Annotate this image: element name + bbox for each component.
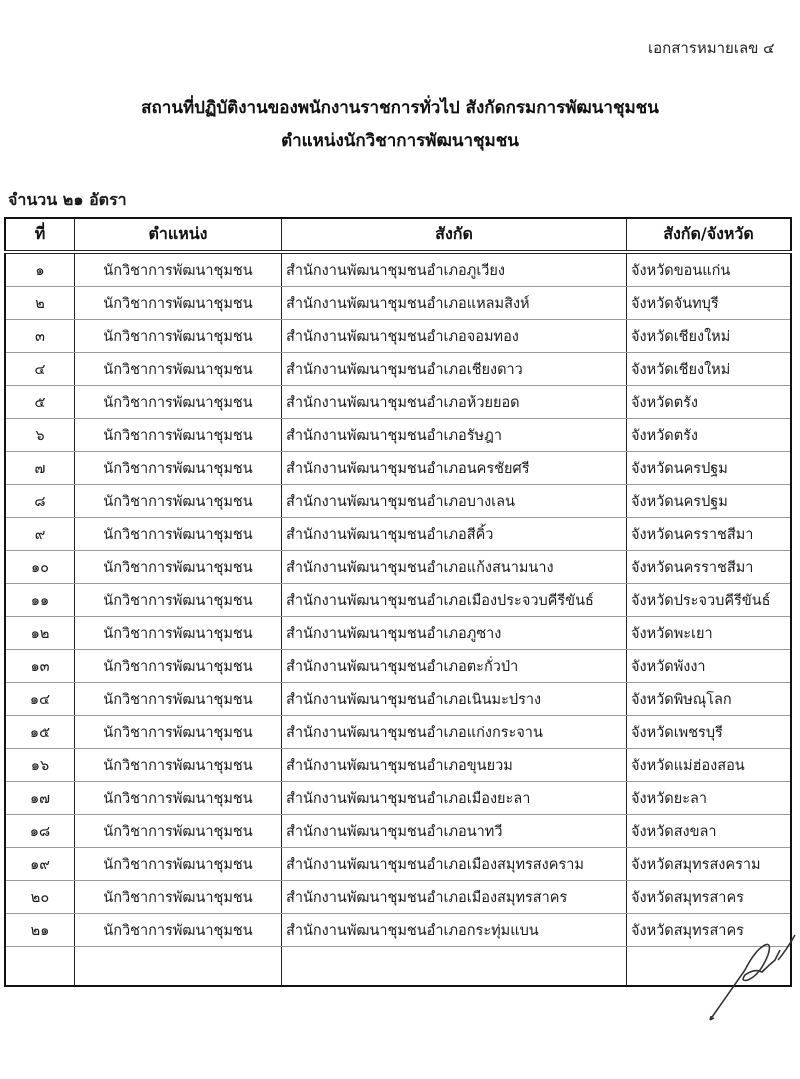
- table-row: [5, 881, 791, 914]
- row-number: ๖: [5, 419, 75, 452]
- office-cell: สำนักงานพัฒนาชุมชนอำเภอจอมทอง: [282, 320, 627, 353]
- office-cell: สำนักงานพัฒนาชุมชนอำเภอแหลมสิงห์: [282, 287, 627, 320]
- position-cell: นักวิชาการพัฒนาชุมชน: [75, 386, 282, 419]
- empty-cell: [5, 947, 75, 987]
- province-cell: จังหวัดพิษณุโลก: [627, 683, 792, 716]
- office-cell: สำนักงานพัฒนาชุมชนอำเภอเมืองยะลา: [282, 782, 627, 815]
- province-cell: จังหวัดเชียงใหม่: [627, 320, 792, 353]
- header-no: ที่: [5, 218, 75, 252]
- empty-cell: [282, 947, 627, 987]
- position-cell: นักวิชาการพัฒนาชุมชน: [75, 716, 282, 749]
- position-cell: นักวิชาการพัฒนาชุมชน: [75, 914, 282, 947]
- position-cell: นักวิชาการพัฒนาชุมชน: [75, 881, 282, 914]
- province-cell: จังหวัดตรัง: [627, 386, 792, 419]
- office-cell: สำนักงานพัฒนาชุมชนอำเภอขุนยวม: [282, 749, 627, 782]
- position-cell: นักวิชาการพัฒนาชุมชน: [75, 452, 282, 485]
- row-number: ๑๑: [5, 584, 75, 617]
- province-cell: จังหวัดจันทบุรี: [627, 287, 792, 320]
- table-row: [5, 617, 791, 650]
- row-number: ๑๖: [5, 749, 75, 782]
- position-cell: นักวิชาการพัฒนาชุมชน: [75, 782, 282, 815]
- document-title: สถานที่ปฏิบัติงานของพนักงานราชการทั่วไป สังกัดกรมการพัฒนาชุมชน: [141, 98, 659, 118]
- row-number: ๑๙: [5, 848, 75, 881]
- row-number: ๑๗: [5, 782, 75, 815]
- position-count: จำนวน ๒๑ อัตรา: [8, 190, 127, 209]
- position-cell: นักวิชาการพัฒนาชุมชน: [75, 815, 282, 848]
- office-cell: สำนักงานพัฒนาชุมชนอำเภอภูซาง: [282, 617, 627, 650]
- row-number: ๑๒: [5, 617, 75, 650]
- header-province: สังกัด/จังหวัด: [627, 218, 792, 252]
- province-cell: จังหวัดแม่ฮ่องสอน: [627, 749, 792, 782]
- office-cell: สำนักงานพัฒนาชุมชนอำเภอบางเลน: [282, 485, 627, 518]
- province-cell: จังหวัดพังงา: [627, 650, 792, 683]
- position-cell: นักวิชาการพัฒนาชุมชน: [75, 252, 282, 287]
- table-row: [5, 252, 791, 287]
- office-cell: สำนักงานพัฒนาชุมชนอำเภอนครชัยศรี: [282, 452, 627, 485]
- row-number: ๑๓: [5, 650, 75, 683]
- table-row: [5, 749, 791, 782]
- empty-cell: [75, 947, 282, 987]
- province-cell: จังหวัดนครราชสีมา: [627, 518, 792, 551]
- row-number: ๔: [5, 353, 75, 386]
- position-cell: นักวิชาการพัฒนาชุมชน: [75, 848, 282, 881]
- office-cell: สำนักงานพัฒนาชุมชนอำเภอห้วยยอด: [282, 386, 627, 419]
- position-cell: นักวิชาการพัฒนาชุมชน: [75, 518, 282, 551]
- table-row: [5, 551, 791, 584]
- row-number: ๙: [5, 518, 75, 551]
- row-number: ๕: [5, 386, 75, 419]
- table-row: [5, 353, 791, 386]
- position-cell: นักวิชาการพัฒนาชุมชน: [75, 749, 282, 782]
- table-row: [5, 419, 791, 452]
- office-cell: สำนักงานพัฒนาชุมชนอำเภอเชียงดาว: [282, 353, 627, 386]
- position-cell: นักวิชาการพัฒนาชุมชน: [75, 353, 282, 386]
- document-subtitle: ตำแหน่งนักวิชาการพัฒนาชุมชน: [281, 131, 519, 151]
- table-row: [5, 848, 791, 881]
- table-row: [5, 683, 791, 716]
- province-cell: จังหวัดเชียงใหม่: [627, 353, 792, 386]
- row-number: ๑: [5, 252, 75, 287]
- position-cell: นักวิชาการพัฒนาชุมชน: [75, 683, 282, 716]
- table-row: [5, 518, 791, 551]
- province-cell: จังหวัดขอนแก่น: [627, 252, 792, 287]
- province-cell: จังหวัดสมุทรสงคราม: [627, 848, 792, 881]
- province-cell: จังหวัดยะลา: [627, 782, 792, 815]
- table-row-empty: [5, 947, 791, 987]
- document-number-label: เอกสารหมายเลข ๔: [648, 39, 775, 57]
- position-cell: นักวิชาการพัฒนาชุมชน: [75, 320, 282, 353]
- position-cell: นักวิชาการพัฒนาชุมชน: [75, 584, 282, 617]
- position-cell: นักวิชาการพัฒนาชุมชน: [75, 617, 282, 650]
- office-cell: สำนักงานพัฒนาชุมชนอำเภอแก้งสนามนาง: [282, 551, 627, 584]
- header-office: สังกัด: [282, 218, 627, 252]
- table-row: [5, 716, 791, 749]
- province-cell: จังหวัดสงขลา: [627, 815, 792, 848]
- table-row: [5, 452, 791, 485]
- province-cell: จังหวัดพะเยา: [627, 617, 792, 650]
- province-cell: จังหวัดสมุทรสาคร: [627, 881, 792, 914]
- table-body: [5, 252, 791, 986]
- office-cell: สำนักงานพัฒนาชุมชนอำเภอรัษฎา: [282, 419, 627, 452]
- table-header-row: [5, 218, 791, 252]
- table-row: [5, 287, 791, 320]
- office-cell: สำนักงานพัฒนาชุมชนอำเภอเมืองสมุทรสงคราม: [282, 848, 627, 881]
- row-number: ๗: [5, 452, 75, 485]
- office-cell: สำนักงานพัฒนาชุมชนอำเภอเมืองสมุทรสาคร: [282, 881, 627, 914]
- header-position: ตำแหน่ง: [75, 218, 282, 252]
- row-number: ๑๐: [5, 551, 75, 584]
- office-cell: สำนักงานพัฒนาชุมชนอำเภอนาทวี: [282, 815, 627, 848]
- row-number: ๘: [5, 485, 75, 518]
- row-number: ๑๕: [5, 716, 75, 749]
- province-cell: จังหวัดประจวบคีรีขันธ์: [627, 584, 792, 617]
- table-row: [5, 815, 791, 848]
- row-number: ๑๔: [5, 683, 75, 716]
- province-cell: จังหวัดนครปฐม: [627, 485, 792, 518]
- signature-icon: [700, 930, 800, 1030]
- position-cell: นักวิชาการพัฒนาชุมชน: [75, 551, 282, 584]
- office-cell: สำนักงานพัฒนาชุมชนอำเภอกระทุ่มแบน: [282, 914, 627, 947]
- position-cell: นักวิชาการพัฒนาชุมชน: [75, 650, 282, 683]
- office-cell: สำนักงานพัฒนาชุมชนอำเภอเมืองประจวบคีรีขันธ์: [282, 584, 627, 617]
- province-cell: จังหวัดนครปฐม: [627, 452, 792, 485]
- table-row: [5, 584, 791, 617]
- office-cell: สำนักงานพัฒนาชุมชนอำเภอแก่งกระจาน: [282, 716, 627, 749]
- office-cell: สำนักงานพัฒนาชุมชนอำเภอตะกั่วป่า: [282, 650, 627, 683]
- table-row: [5, 914, 791, 947]
- table-row: [5, 650, 791, 683]
- office-cell: สำนักงานพัฒนาชุมชนอำเภอภูเวียง: [282, 252, 627, 287]
- placement-table: [4, 217, 792, 987]
- province-cell: จังหวัดตรัง: [627, 419, 792, 452]
- position-cell: นักวิชาการพัฒนาชุมชน: [75, 287, 282, 320]
- row-number: ๓: [5, 320, 75, 353]
- row-number: ๒๑: [5, 914, 75, 947]
- table-row: [5, 320, 791, 353]
- table-row: [5, 782, 791, 815]
- table-row: [5, 485, 791, 518]
- office-cell: สำนักงานพัฒนาชุมชนอำเภอเนินมะปราง: [282, 683, 627, 716]
- row-number: ๑๘: [5, 815, 75, 848]
- province-cell: จังหวัดสมุทรสาคร: [627, 914, 792, 947]
- position-cell: นักวิชาการพัฒนาชุมชน: [75, 419, 282, 452]
- row-number: ๒๐: [5, 881, 75, 914]
- table-row: [5, 386, 791, 419]
- position-cell: นักวิชาการพัฒนาชุมชน: [75, 485, 282, 518]
- row-number: ๒: [5, 287, 75, 320]
- province-cell: จังหวัดนครราชสีมา: [627, 551, 792, 584]
- office-cell: สำนักงานพัฒนาชุมชนอำเภอสีคิ้ว: [282, 518, 627, 551]
- province-cell: จังหวัดเพชรบุรี: [627, 716, 792, 749]
